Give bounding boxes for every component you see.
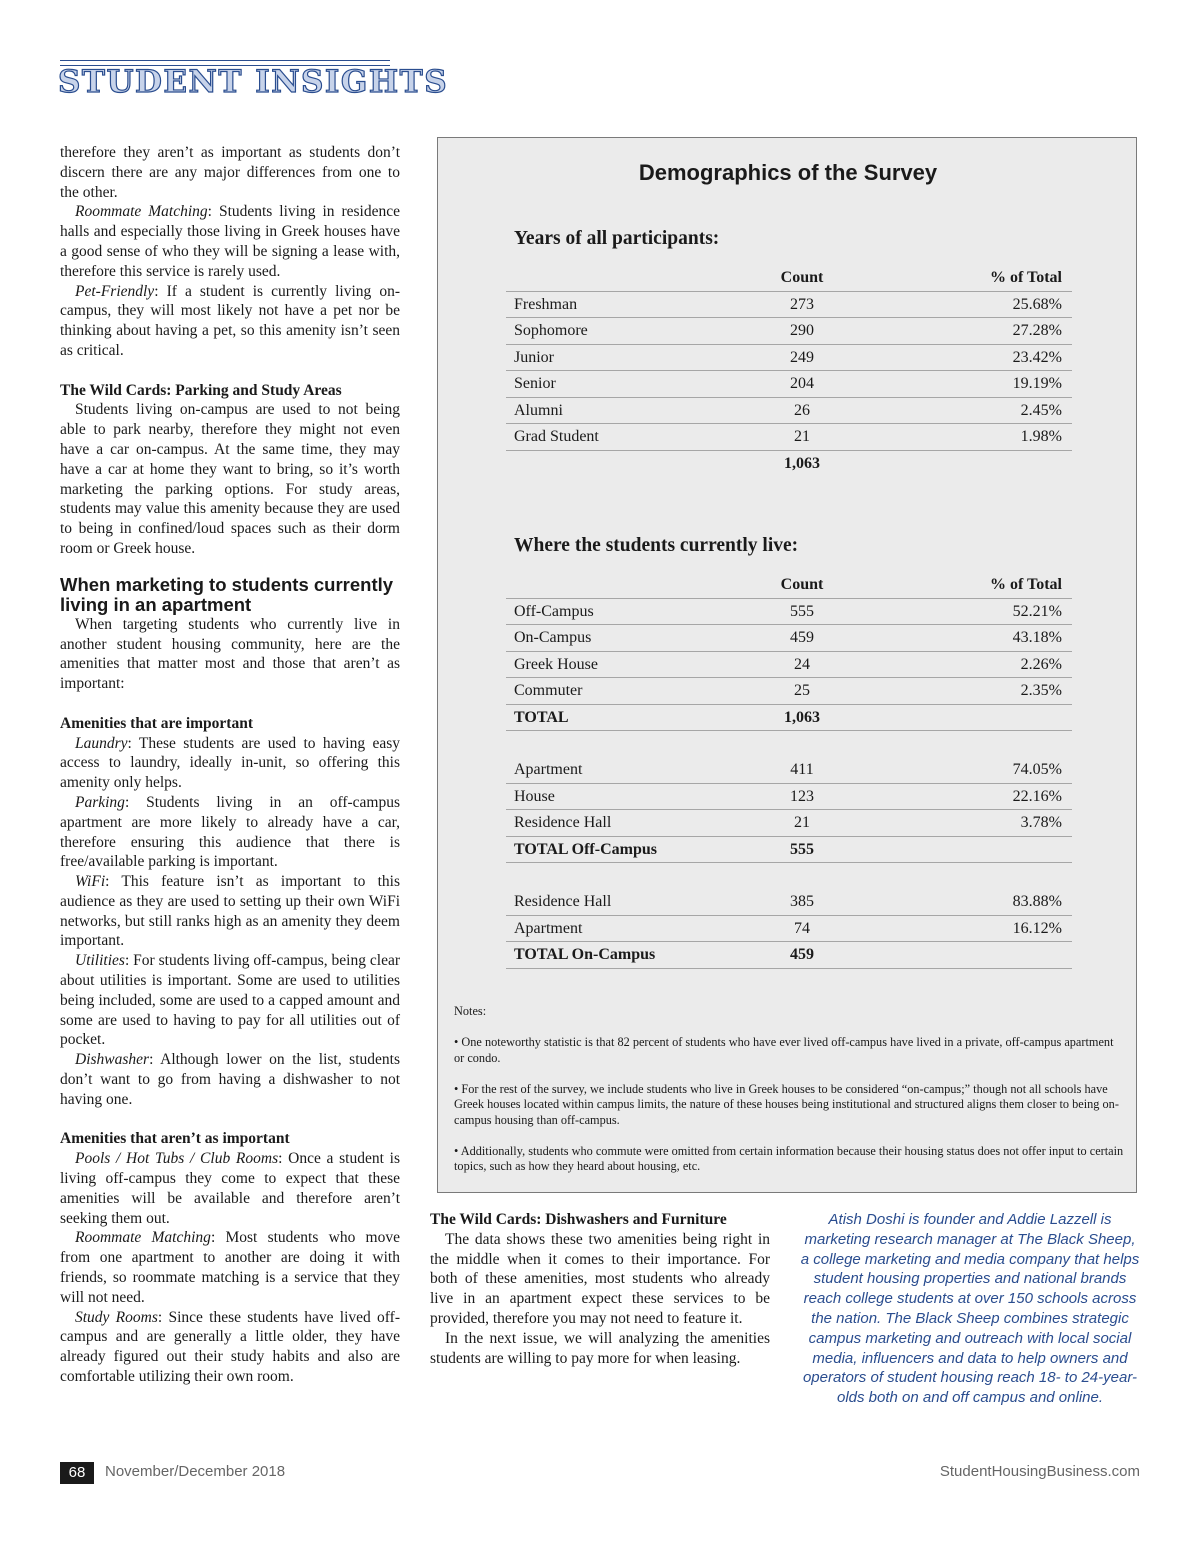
paragraph: therefore they aren’t as important as students don’t discern there are any major differences from one to the other.: [60, 144, 400, 201]
table-row: Freshman 273 25.68%: [506, 292, 1072, 319]
table-row: Greek House 24 2.26%: [506, 652, 1072, 679]
paragraph: Pet-Friendly: If a student is currently living on-campus, they will most likely not have a pet nor be thinking about having a pet, so this amenity isn’t seen as critical.: [60, 282, 400, 359]
paragraph: When targeting students who currently live in another student housing community, here are the amenities that matter most and those that aren’t as important:: [60, 615, 400, 693]
section-heading: When marketing to students currently living in an apartment: [60, 573, 394, 615]
live-table: [506, 572, 1072, 969]
table-row: Apartment 74 16.12%: [506, 916, 1072, 943]
survey-box: [437, 137, 1137, 1193]
table-row: Off-Campus 555 52.21%: [506, 599, 1072, 626]
paragraph: Study Rooms: Since these students have lived off-campus and are generally a little older, they have already figured out their study habits and also are comfortable utilizing their own room.: [60, 1308, 400, 1386]
table-row: House 123 22.16%: [506, 784, 1072, 811]
paragraph: Students living on-campus are used to not being able to park nearby, therefore they might not even have a car on-campus. At the same time, they may have a car at home they want to bring, so it’s worth marketing the parking options. For study areas, students may value this amenity because they are used to being in confined/loud spaces such as their dorm room or Greek house.: [60, 401, 400, 557]
paragraph: Parking: Students living in an off-campus apartment are more likely to already have a car, therefore ensuring this audience that there is free/available parking is important.: [60, 793, 400, 871]
table-total-row: TOTAL On-Campus 459: [506, 942, 1072, 969]
paragraph: Roommate Matching: Most students who move from one apartment to another are doing it with friends, so roommate matching is a service that they will not need.: [60, 1229, 400, 1306]
table-row: Residence Hall 385 83.88%: [506, 889, 1072, 916]
live-table-title: Where the students currently live:: [514, 535, 799, 556]
note-item: • For the rest of the survey, we include students who live in Greek houses to be considered “on-campus;” though not all schools have Greek houses located within campus limits, the nature of these houses being institutional and structured aligns them closer to being on-campus housing than off-campus.: [454, 1081, 1119, 1127]
issue-date: November/December 2018: [105, 1463, 286, 1480]
table-total-row: TOTAL Off-Campus 555: [506, 837, 1072, 864]
note-item: • Additionally, students who commute were omitted from certain information because their housing status does not offer input to certain topics, such as how they heard about housing, etc.: [454, 1143, 1124, 1173]
table-row: On-Campus 459 43.18%: [506, 625, 1072, 652]
table-row: Senior 204 19.19%: [506, 371, 1072, 398]
paragraph: Dishwasher: Although lower on the list, students don’t want to go from having a dishwasher to not having one.: [60, 1051, 400, 1108]
survey-title: Demographics of the Survey: [638, 160, 938, 185]
paragraph: Laundry: These students are used to having easy access to laundry, ideally in-unit, so offering this amenity only helps.: [60, 734, 400, 792]
note-item: • One noteworthy statistic is that 82 percent of students who have ever lived off-campus have lived in a private, off-campus apartment or condo.: [454, 1035, 1114, 1065]
paragraph: Roommate Matching: Students living in residence halls and especially those living in Greek houses have a good sense of who they will be signing a lease with, therefore this service is rarely used.: [60, 203, 400, 280]
years-table: [506, 265, 1072, 476]
years-table-title: Years of all participants:: [514, 228, 720, 249]
author-bio: Atish Doshi is founder and Addie Lazzell is marketing research manager at The Black Sheep, a college marketing and media company that helps student housing properties and national brands reach college students at over 150 schools across the nation. The Black Sheep combines strategic campus marketing and outreach with local social media, influencers and data to help owners and operators of student housing reach 18- to 24-year-olds both on and off campus and online.: [800, 1211, 1140, 1407]
left-column: [60, 143, 400, 1387]
table-row: Sophomore 290 27.28%: [506, 318, 1072, 345]
middle-column: [430, 1210, 770, 1368]
table-row: Alumni 26 2.45%: [506, 398, 1072, 425]
table-header-row: Count % of Total: [506, 572, 1072, 599]
table-total-row: 1,063: [784, 454, 820, 472]
subheading: The Wild Cards: Parking and Study Areas: [60, 381, 342, 399]
paragraph: Utilities: For students living off-campus, being clear about utilities is important. Some are used to utilities being included, some are used to a capped amount and some are used to having to pay for all utilities out of pocket.: [60, 952, 400, 1049]
table-total-row: TOTAL 1,063: [506, 705, 1072, 732]
section-title: STUDENT INSIGHTS: [58, 64, 449, 100]
paragraph: WiFi: This feature isn’t as important to this audience as they are used to setting up their own WiFi networks, but still ranks high as an amenity they deem important.: [60, 873, 400, 950]
survey-notes: [454, 1004, 1124, 1190]
subheading: Amenities that are important: [60, 714, 254, 732]
table-row: Junior 249 23.42%: [506, 345, 1072, 372]
paragraph: The data shows these two amenities being right in the middle when it comes to their importance. For both of these amenities, most students who already live in an apartment expect these services to be provided, therefore you may not need to feature it.: [430, 1230, 770, 1327]
site-name: StudentHousingBusiness.com: [939, 1463, 1140, 1480]
table-header-row: Count % of Total: [506, 265, 1072, 292]
table-row: Grad Student 21 1.98%: [506, 424, 1072, 451]
table-row: Apartment 411 74.05%: [506, 757, 1072, 784]
subheading: Amenities that aren’t as important: [60, 1130, 290, 1148]
page-number: 68: [60, 1462, 94, 1484]
subheading: The Wild Cards: Dishwashers and Furniture: [430, 1211, 727, 1228]
table-row: Commuter 25 2.35%: [506, 678, 1072, 705]
paragraph: Pools / Hot Tubs / Club Rooms: Once a student is living off-campus they come to expect that these amenities will be available and therefore aren’t seeking them out.: [60, 1150, 400, 1227]
notes-label: Notes:: [454, 1004, 487, 1018]
paragraph: In the next issue, we will analyzing the amenities students are willing to pay more for when leasing.: [430, 1329, 770, 1367]
table-row: Residence Hall 21 3.78%: [506, 810, 1072, 837]
